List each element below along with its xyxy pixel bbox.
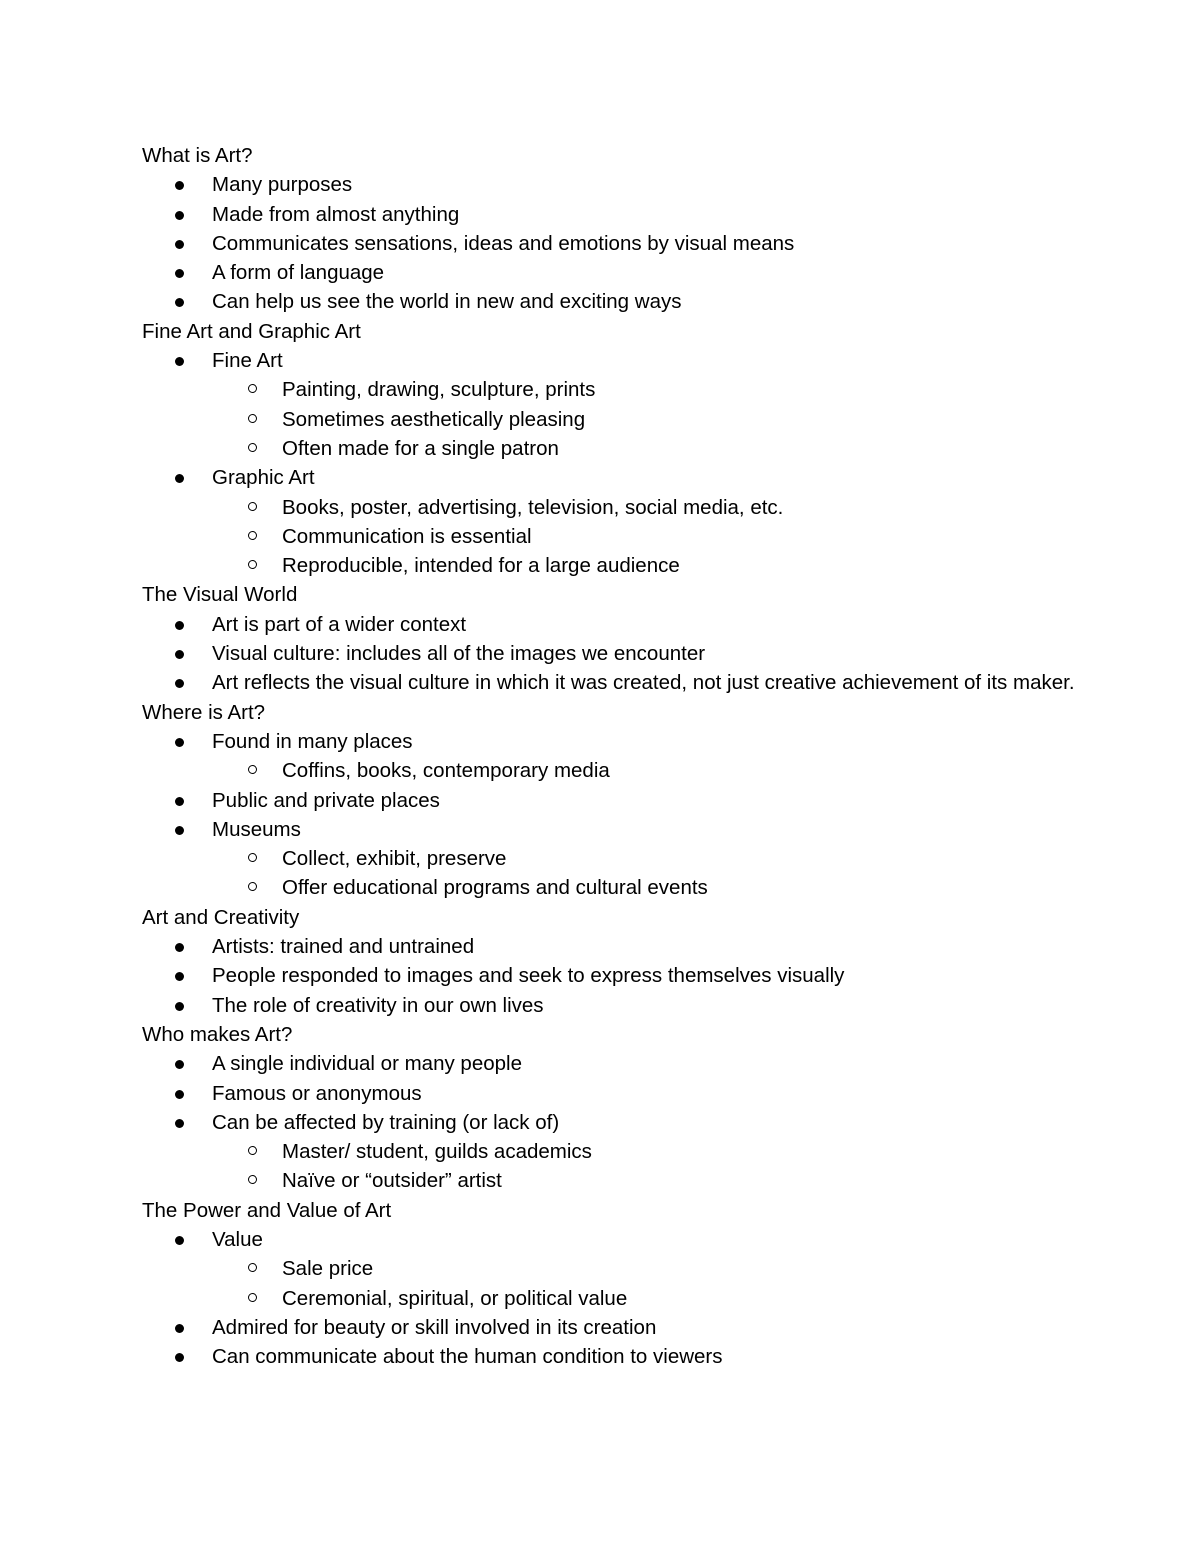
hollow-bullet-icon	[248, 1263, 257, 1272]
outline-section	[142, 580, 1082, 697]
bullet-list	[142, 1049, 1082, 1195]
filled-bullet-icon	[175, 679, 184, 688]
bullet-list	[142, 610, 1082, 698]
list-item-text: Public and private places	[212, 788, 440, 812]
list-item-text: A form of language	[212, 261, 385, 285]
sub-list-item	[212, 1166, 1082, 1195]
filled-bullet-icon	[175, 797, 184, 806]
sub-list-item-text: Coffins, books, contemporary media	[282, 759, 610, 783]
list-item	[142, 932, 1082, 961]
list-item-text: The role of creativity in our own lives	[212, 993, 544, 1017]
section-heading: Who makes Art?	[142, 1022, 293, 1046]
hollow-bullet-icon	[248, 853, 257, 862]
sub-list-item	[212, 1254, 1082, 1283]
filled-bullet-icon	[175, 1353, 184, 1362]
list-item-text: A single individual or many people	[212, 1052, 522, 1076]
list-item-text: Graphic Art	[212, 466, 315, 490]
outline-section	[142, 1196, 1082, 1372]
filled-bullet-icon	[175, 1060, 184, 1069]
filled-bullet-icon	[175, 269, 184, 278]
sub-list-item-text: Naïve or “outsider” artist	[282, 1169, 502, 1193]
list-item-text: Communicates sensations, ideas and emotions by visual means	[212, 231, 795, 255]
sub-list-item	[212, 375, 1082, 404]
sub-list-item	[212, 405, 1082, 434]
document-body	[142, 141, 1082, 1371]
hollow-bullet-icon	[248, 1293, 257, 1302]
outline-section	[142, 903, 1082, 1020]
list-item-text: Can help us see the world in new and exciting ways	[212, 290, 682, 314]
section-heading: Where is Art?	[142, 700, 266, 724]
filled-bullet-icon	[175, 1002, 184, 1011]
list-item	[142, 1108, 1082, 1196]
sub-list-item-text: Often made for a single patron	[282, 436, 559, 460]
filled-bullet-icon	[175, 621, 184, 630]
sub-list-item	[212, 551, 1082, 580]
filled-bullet-icon	[175, 357, 184, 366]
list-item-text: Museums	[212, 817, 301, 841]
list-item-text: Art is part of a wider context	[212, 612, 467, 636]
sub-list-item	[212, 434, 1082, 463]
filled-bullet-icon	[175, 181, 184, 190]
section-heading: The Power and Value of Art	[142, 1198, 392, 1222]
list-item	[142, 1225, 1082, 1313]
hollow-bullet-icon	[248, 531, 257, 540]
outline-section	[142, 698, 1082, 903]
list-item	[142, 200, 1082, 229]
list-item	[142, 1079, 1082, 1108]
sub-list-item-text: Reproducible, intended for a large audience	[282, 554, 680, 578]
sub-list-item	[212, 844, 1082, 873]
outline-section	[142, 1020, 1082, 1196]
list-item	[142, 961, 1082, 990]
filled-bullet-icon	[175, 240, 184, 249]
hollow-bullet-icon	[248, 502, 257, 511]
list-item-text: People responded to images and seek to express themselves visually	[212, 964, 845, 988]
list-item-text: Found in many places	[212, 729, 413, 753]
sub-list-item	[212, 1137, 1082, 1166]
hollow-bullet-icon	[248, 384, 257, 393]
bullet-list	[142, 1225, 1082, 1371]
filled-bullet-icon	[175, 650, 184, 659]
section-heading: What is Art?	[142, 144, 253, 167]
section-heading: Art and Creativity	[142, 905, 300, 929]
list-item	[142, 991, 1082, 1020]
list-item	[142, 668, 1082, 697]
filled-bullet-icon	[175, 474, 184, 483]
sub-bullet-list	[212, 1137, 1082, 1196]
hollow-bullet-icon	[248, 560, 257, 569]
sub-list-item-text: Communication is essential	[282, 524, 532, 548]
list-item	[142, 786, 1082, 815]
sub-bullet-list	[212, 375, 1082, 463]
sub-list-item-text: Master/ student, guilds academics	[282, 1140, 592, 1164]
sub-list-item-text: Painting, drawing, sculpture, prints	[282, 378, 596, 402]
filled-bullet-icon	[175, 972, 184, 981]
list-item	[142, 346, 1082, 463]
sub-list-item-text: Sometimes aesthetically pleasing	[282, 407, 586, 431]
sub-list-item	[212, 1284, 1082, 1313]
list-item-text: Famous or anonymous	[212, 1081, 422, 1105]
list-item-text: Visual culture: includes all of the images we encounter	[212, 642, 706, 666]
list-item	[142, 610, 1082, 639]
list-item	[142, 229, 1082, 258]
filled-bullet-icon	[175, 1119, 184, 1128]
list-item	[142, 1342, 1082, 1371]
list-item	[142, 815, 1082, 903]
list-item	[142, 463, 1082, 580]
hollow-bullet-icon	[248, 765, 257, 774]
bullet-list	[142, 170, 1082, 316]
list-item-text: Admired for beauty or skill involved in its creation	[212, 1315, 657, 1339]
sub-list-item-text: Offer educational programs and cultural events	[282, 876, 708, 900]
hollow-bullet-icon	[248, 414, 257, 423]
sub-bullet-list	[212, 1254, 1082, 1313]
list-item	[142, 639, 1082, 668]
outline-section	[142, 317, 1082, 581]
filled-bullet-icon	[175, 1324, 184, 1333]
filled-bullet-icon	[175, 211, 184, 220]
list-item	[142, 727, 1082, 786]
sub-list-item	[212, 756, 1082, 785]
hollow-bullet-icon	[248, 443, 257, 452]
bullet-list	[142, 346, 1082, 580]
filled-bullet-icon	[175, 1090, 184, 1099]
sub-list-item	[212, 522, 1082, 551]
sub-bullet-list	[212, 756, 1082, 785]
hollow-bullet-icon	[248, 1175, 257, 1184]
list-item-text: Can be affected by training (or lack of)	[212, 1110, 560, 1134]
sub-list-item-text: Books, poster, advertising, television, social media, etc.	[282, 495, 784, 519]
list-item	[142, 287, 1082, 316]
filled-bullet-icon	[175, 298, 184, 307]
list-item-text: Many purposes	[212, 173, 353, 197]
list-item-text: Artists: trained and untrained	[212, 935, 475, 959]
filled-bullet-icon	[175, 1236, 184, 1245]
list-item-text: Fine Art	[212, 349, 283, 373]
sub-bullet-list	[212, 493, 1082, 581]
list-item	[142, 1049, 1082, 1078]
sub-list-item	[212, 873, 1082, 902]
outline-section	[142, 141, 1082, 317]
section-heading: The Visual World	[142, 583, 298, 607]
list-item-text: Art reflects the visual culture in which it was created, not just creative achievement of its maker.	[212, 671, 1075, 695]
sub-list-item	[212, 493, 1082, 522]
filled-bullet-icon	[175, 943, 184, 952]
sub-bullet-list	[212, 844, 1082, 903]
list-item-text: Made from almost anything	[212, 202, 460, 226]
list-item	[142, 170, 1082, 199]
filled-bullet-icon	[175, 826, 184, 835]
sub-list-item-text: Collect, exhibit, preserve	[282, 847, 507, 871]
list-item	[142, 258, 1082, 287]
sub-list-item-text: Sale price	[282, 1257, 374, 1281]
hollow-bullet-icon	[248, 882, 257, 891]
bullet-list	[142, 932, 1082, 1020]
list-item-text: Value	[212, 1227, 263, 1251]
filled-bullet-icon	[175, 738, 184, 747]
list-item-text: Can communicate about the human condition to viewers	[212, 1345, 723, 1369]
list-item	[142, 1313, 1082, 1342]
sub-list-item-text: Ceremonial, spiritual, or political value	[282, 1286, 628, 1310]
hollow-bullet-icon	[248, 1146, 257, 1155]
section-heading: Fine Art and Graphic Art	[142, 319, 361, 343]
bullet-list	[142, 727, 1082, 903]
